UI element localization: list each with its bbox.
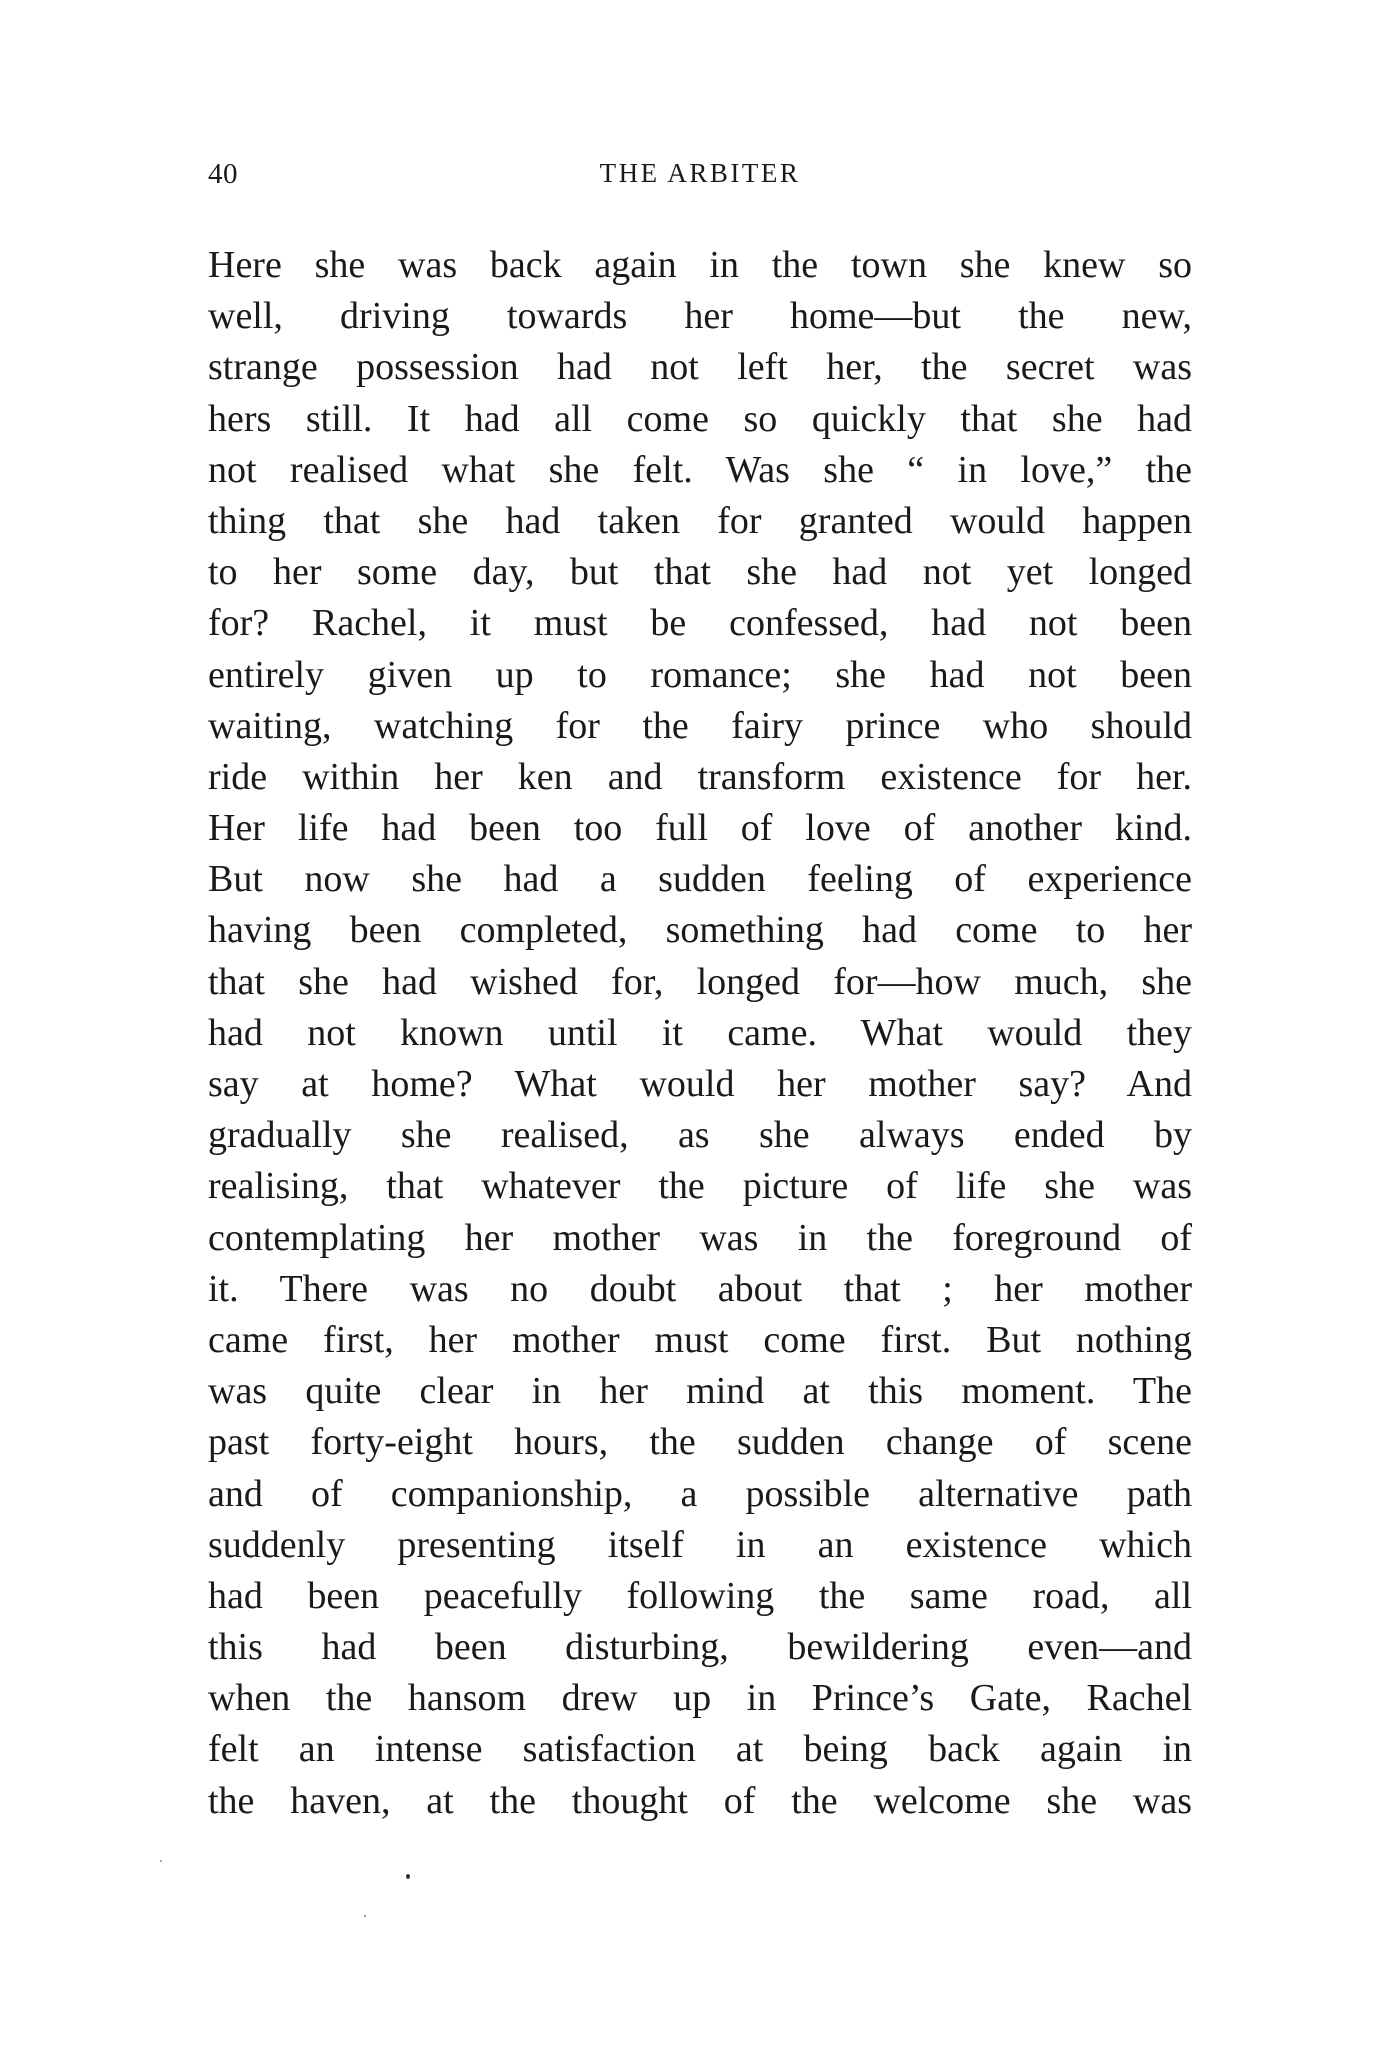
text-line: when the hansom drew up in Prince’s Gate, Rachel	[208, 1677, 1192, 1720]
text-line: Her life had been too full of love of another kind.	[208, 807, 1192, 850]
text-line: past forty-eight hours, the sudden change of scene	[208, 1421, 1192, 1464]
text-line: entirely given up to romance; she had not been	[208, 653, 1192, 696]
text-line: had been peacefully following the same road, all	[208, 1574, 1192, 1617]
text-line: hers still. It had all come so quickly that she had	[208, 397, 1192, 440]
text-line: was quite clear in her mind at this moment. The	[208, 1370, 1192, 1413]
text-line: that she had wished for, longed for—how much, she	[208, 960, 1192, 1003]
text-line: gradually she realised, as she always ended by	[208, 1114, 1192, 1157]
text-line: and of companionship, a possible alternative path	[208, 1472, 1192, 1515]
text-line: not realised what she felt. Was she “ in love,” the	[208, 448, 1192, 491]
text-line: felt an intense satisfaction at being back again in	[208, 1728, 1192, 1771]
text-line: contemplating her mother was in the foreground of	[208, 1216, 1192, 1259]
text-line: came first, her mother must come first. But nothing	[208, 1318, 1192, 1361]
text-line: say at home? What would her mother say? And	[208, 1063, 1192, 1105]
text-line: had not known until it came. What would they	[208, 1011, 1192, 1054]
text-line: for? Rachel, it must be confessed, had not been	[208, 602, 1192, 645]
text-line: it. There was no doubt about that ; her mother	[208, 1267, 1192, 1310]
running-head: THE ARBITER	[599, 158, 801, 188]
text-line: waiting, watching for the fairy prince who should	[208, 704, 1192, 747]
text-line: this had been disturbing, bewildering even—and	[208, 1626, 1192, 1669]
text-line: well, driving towards her home—but the new,	[208, 295, 1192, 338]
page-header	[208, 158, 1192, 198]
body-text	[208, 240, 1192, 1827]
ink-speck	[406, 1874, 410, 1879]
text-line: thing that she had taken for granted would happen	[208, 499, 1192, 542]
page-number: 40	[208, 158, 238, 190]
text-line: ride within her ken and transform existence for her.	[208, 755, 1192, 798]
text-line: the haven, at the thought of the welcome she was	[208, 1779, 1192, 1822]
text-line: having been completed, something had come to her	[208, 909, 1192, 952]
text-line: But now she had a sudden feeling of experience	[208, 858, 1192, 901]
ink-speck	[160, 1860, 162, 1862]
text-line: strange possession had not left her, the secret was	[208, 346, 1192, 389]
text-line: Here she was back again in the town she knew so	[208, 244, 1192, 286]
text-line: realising, that whatever the picture of life she was	[208, 1165, 1192, 1208]
text-line: to her some day, but that she had not yet longed	[208, 551, 1192, 594]
text-line: suddenly presenting itself in an existence which	[208, 1523, 1192, 1566]
ink-speck	[364, 1915, 366, 1917]
